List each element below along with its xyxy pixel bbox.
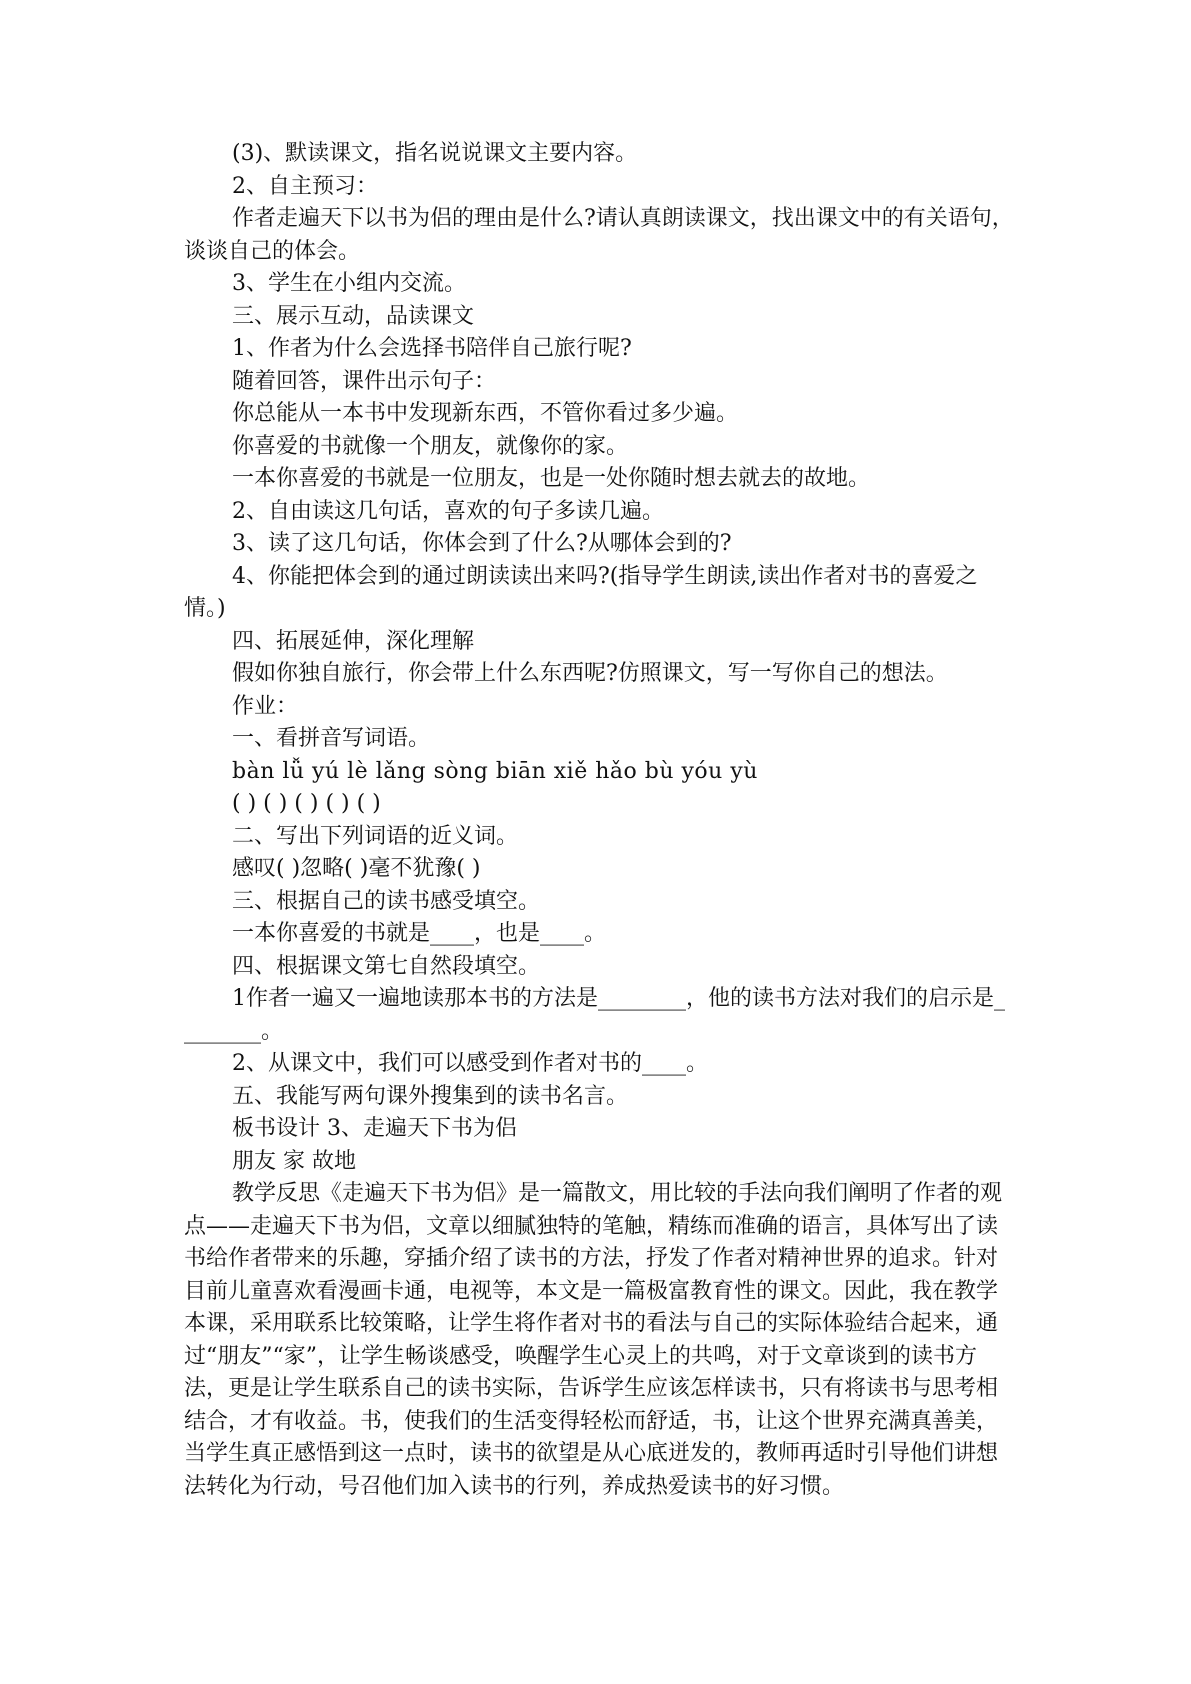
- paragraph: 随着回答，课件出示句子：: [232, 368, 497, 394]
- paragraph: 2、自主预习：: [232, 173, 378, 199]
- exercise-heading: 二、写出下列词语的近义词。: [232, 823, 519, 849]
- homework-heading: 作业：: [232, 693, 299, 719]
- paragraph: 假如你独自旅行，你会带上什么东西呢?仿照课文，写一写你自己的想法。: [232, 661, 948, 686]
- paragraph: 3、读了这几句话，你体会到了什么?从哪体会到的?: [232, 531, 732, 556]
- exercise-heading: 一、看拼音写词语。: [232, 726, 431, 751]
- exercise-line: 感叹( )忽略( )毫不犹豫( ): [232, 856, 481, 881]
- exercise-line: 2、从课文中，我们可以感受到作者对书的____。: [232, 1051, 708, 1076]
- exercise-line: 1作者一遍又一遍地读那本书的方法是________，他的读书方法对我们的启示是________。: [184, 986, 1005, 1044]
- board-design: 板书设计 3、走遍天下书为侣: [232, 1116, 517, 1141]
- paragraph: 4、你能把体会到的通过朗读读出来吗?(指导学生朗读,读出作者对书的喜爱之情。): [184, 563, 978, 621]
- teaching-reflection: 教学反思《走遍天下书为侣》是一篇散文，用比较的手法向我们阐明了作者的观点——走遍天下书为侣，文章以细腻独特的笔触，精练而准确的语言，具体写出了读书给作者带来的乐趣，穿插介绍了读书的方法，抒发了作者对精神世界的追求。针对目前儿童喜欢看漫画卡通，电视等，本文是一篇极富教育性的课文。因此，我在教学本课，采用联系比较策略，让学生将作者对书的看法与自己的实际体验结合起来，通过“朋友”“家”，让学生畅谈感受，唤醒学生心灵上的共鸣，对于文章谈到的读书方法，更是让学生联系自己的读书实际，告诉学生应该怎样读书，只有将读书与思考相结合，才有收益。书，使我们的生活变得轻松而舒适，书，让这个世界充满真善美，当学生真正感悟到这一点时，读书的欲望是从心底迸发的，教师再适时引导他们讲想法转化为行动，号召他们加入读书的行列，养成热爱读书的好习惯。: [184, 1181, 1003, 1499]
- paragraph: (3)、默读课文，指名说说课文主要内容。: [232, 141, 638, 166]
- paragraph: 1、作者为什么会选择书陪伴自己旅行呢?: [232, 336, 632, 361]
- pinyin-line: bàn lǚ yú lè lǎng sòng biān xiě hǎo bù yóu yù: [232, 758, 758, 784]
- exercise-heading: 四、根据课文第七自然段填空。: [232, 953, 541, 979]
- answer-blanks: ( ) ( ) ( ) ( ) ( ): [232, 791, 381, 816]
- exercise-line: 一本你喜爱的书就是____，也是____。: [232, 921, 607, 946]
- paragraph: 作者走遍天下以书为侣的理由是什么?请认真朗读课文，找出课文中的有关语句，谈谈自己的体会。: [184, 206, 1014, 264]
- board-design-keywords: 朋友 家 故地: [232, 1148, 356, 1174]
- exercise-heading: 三、根据自己的读书感受填空。: [232, 888, 541, 914]
- quoted-sentence: 你总能从一本书中发现新东西，不管你看过多少遍。: [232, 401, 739, 426]
- section-heading: 三、展示互动，品读课文: [232, 303, 475, 329]
- paragraph: 2、自由读这几句话，喜欢的句子多读几遍。: [232, 498, 664, 524]
- section-heading: 四、拓展延伸，深化理解: [232, 628, 475, 654]
- exercise-heading: 五、我能写两句课外搜集到的读书名言。: [232, 1083, 629, 1109]
- quoted-sentence: 你喜爱的书就像一个朋友，就像你的家。: [232, 433, 629, 459]
- document-body: [184, 138, 1014, 1503]
- paragraph: 3、学生在小组内交流。: [232, 271, 466, 296]
- quoted-sentence: 一本你喜爱的书就是一位朋友，也是一处你随时想去就去的故地。: [232, 466, 871, 491]
